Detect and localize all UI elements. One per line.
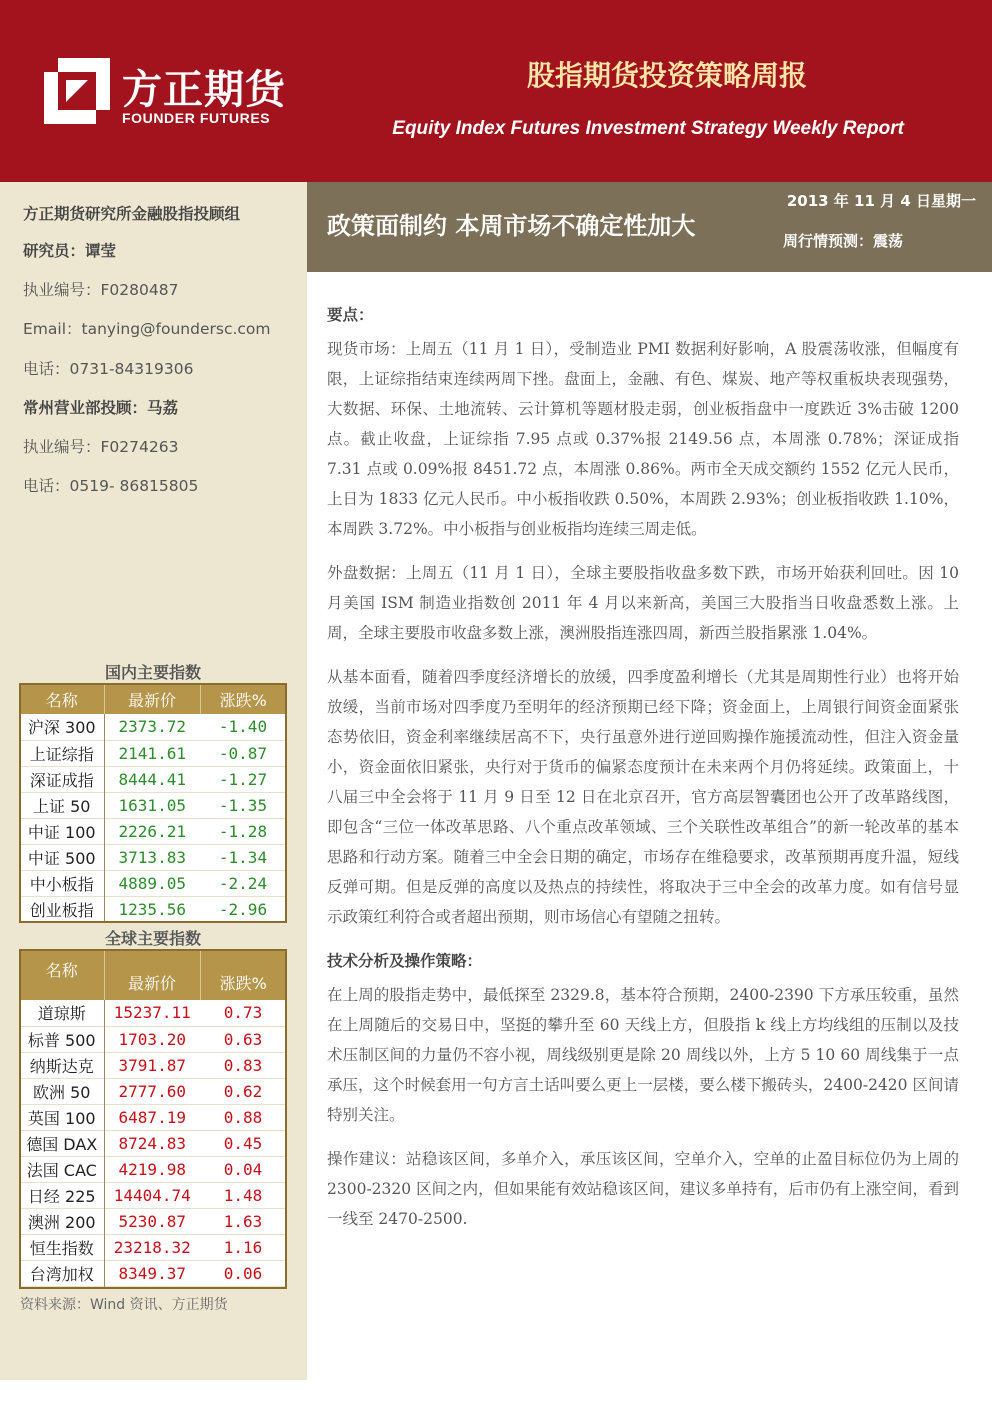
index-price: 2777.60 <box>104 1078 200 1104</box>
index-change: 0.06 <box>200 1260 286 1286</box>
analyst-name: 研究员：谭莹 <box>23 242 117 260</box>
index-change: -1.34 <box>200 844 286 870</box>
index-row <box>20 818 286 844</box>
forecast-label: 周行情预测： <box>783 232 874 250</box>
column-header-price: 最新价 <box>104 950 200 1000</box>
index-name: 标普 500 <box>20 1026 104 1052</box>
index-price: 15237.11 <box>104 1000 200 1026</box>
index-change: 0.45 <box>200 1130 286 1156</box>
advisor-name: 常州营业部投顾：马荔 <box>23 399 179 417</box>
index-price: 4889.05 <box>104 870 200 896</box>
index-price: 2226.21 <box>104 818 200 844</box>
trading-advice-paragraph: 操作建议：站稳该区间，多单介入，承压该区间，空单介入，空单的止盈目标位仍为上周的 2300-2320 区间之内，但如果能有效站稳该区间，建议多单持有，后市仍有上涨空间，看到一线至 2470-2500. <box>327 1150 959 1228</box>
index-row <box>20 870 286 896</box>
index-price: 4219.98 <box>104 1156 200 1182</box>
index-name: 英国 100 <box>20 1104 104 1130</box>
index-row <box>20 714 286 740</box>
index-row <box>20 1208 286 1234</box>
founder-logo-icon <box>44 58 110 124</box>
index-change: 0.63 <box>200 1026 286 1052</box>
analyst-cert-number: 执业编号：F0280487 <box>23 281 179 299</box>
index-name: 创业板指 <box>20 896 104 922</box>
column-header-change: 涨跌% <box>200 684 286 714</box>
index-name: 法国 CAC <box>20 1156 104 1182</box>
index-row <box>20 1156 286 1182</box>
index-row <box>20 1078 286 1104</box>
index-change: 1.48 <box>200 1182 286 1208</box>
advisor-cert-number: 执业编号：F0274263 <box>23 438 179 456</box>
sidebar <box>0 182 307 1380</box>
index-price: 8349.37 <box>104 1260 200 1286</box>
index-row <box>20 1026 286 1052</box>
index-price: 23218.32 <box>104 1234 200 1260</box>
overseas-market-paragraph: 外盘数据：上周五（11 月 1 日），全球主要股指收盘多数下跌，市场开始获利回吐。因 10 月美国 ISM 制造业指数创 2011 年 4 月以来新高，美国三大股指当日收盘悉数上涨。上周，全球主要股市收盘多数上涨，澳洲股指连涨四周，新西兰股指累涨 1.04%。 <box>327 564 959 642</box>
index-price: 8444.41 <box>104 766 200 792</box>
index-change: 1.63 <box>200 1208 286 1234</box>
data-source: 资料来源：Wind 资讯、方正期货 <box>20 1297 228 1313</box>
logo-text-cn: 方正期货 <box>122 67 286 113</box>
index-change: 0.73 <box>200 1000 286 1026</box>
index-change: -1.27 <box>200 766 286 792</box>
key-points-heading: 要点： <box>327 306 374 324</box>
headline: 政策面制约 本周市场不确定性加大 <box>327 212 696 240</box>
index-name: 日经 225 <box>20 1182 104 1208</box>
index-row <box>20 1182 286 1208</box>
analyst-email[interactable]: Email：tanying@foundersc.com <box>23 320 271 338</box>
index-row <box>20 1000 286 1026</box>
index-price: 1235.56 <box>104 896 200 922</box>
index-name: 中小板指 <box>20 870 104 896</box>
domestic-index-table <box>20 684 286 923</box>
index-change: -2.24 <box>200 870 286 896</box>
index-row <box>20 896 286 922</box>
index-change: -1.40 <box>200 714 286 740</box>
index-price: 8724.83 <box>104 1130 200 1156</box>
spot-market-paragraph: 现货市场：上周五（11 月 1 日），受制造业 PMI 数据利好影响，A 股震荡收涨，但幅度有限，上证综指结束连续两周下挫。盘面上，金融、有色、煤炭、地产等权重板块表现强势，大数据、环保、土地流转、云计算机等题材股走弱，创业板指盘中一度跌近 3%击破 1200 点。截止收盘，上证综指 7.95 点或 0.37%报 2149.56 点，本周涨 0.78%；深证成指 7.31 点或 0.09%报 8451.72 点，本周涨 0.86%。两市全天成交额约 1552 亿元人民币，上日为 1833 亿元人民币。中小板指收跌 0.50%，本周跌 2.93%；创业板指收跌 1.10%，本周跌 3.72%。中小板指与创业板指均连续三周走低。 <box>327 340 959 538</box>
index-name: 纳斯达克 <box>20 1052 104 1078</box>
index-price: 1703.20 <box>104 1026 200 1052</box>
global-index-title: 全球主要指数 <box>104 929 201 948</box>
headline-banner <box>307 182 992 272</box>
index-change: 0.04 <box>200 1156 286 1182</box>
technical-analysis-paragraph: 在上周的股指走势中，最低探至 2329.8，基本符合预期，2400-2390 下方承压较重，虽然在上周随后的交易日中，坚挺的攀升至 60 天线上方，但股指 k 线上方均线组的压制以及技术压制区间的力量仍不容小视，周线级别更是除 20 周线以外，上方 5 10 60 周线集于一点承压，这个时候套用一句方言土话叫要么更上一层楼，要么楼下搬砖头，2400-2420 区间请特别关注。 <box>327 986 959 1124</box>
index-name: 沪深 300 <box>20 714 104 740</box>
column-header-name: 名称 <box>20 950 104 1000</box>
index-name: 欧洲 50 <box>20 1078 104 1104</box>
domestic-index-title: 国内主要指数 <box>104 663 201 682</box>
logo-text-en: FOUNDER FUTURES <box>122 110 271 126</box>
report-title-en: Equity Index Futures Investment Strategy Weekly Report <box>392 118 904 139</box>
analyst-phone: 电话：0731-84319306 <box>23 360 194 378</box>
index-name: 上证综指 <box>20 740 104 766</box>
index-name: 德国 DAX <box>20 1130 104 1156</box>
report-date: 2013 年 11 月 4 日星期一 <box>786 192 976 210</box>
index-row <box>20 1260 286 1286</box>
index-change: 0.83 <box>200 1052 286 1078</box>
index-row <box>20 792 286 818</box>
index-change: -2.96 <box>200 896 286 922</box>
research-dept: 方正期货研究所金融股指投顾组 <box>23 205 241 223</box>
index-change: -1.28 <box>200 818 286 844</box>
index-name: 深证成指 <box>20 766 104 792</box>
index-name: 澳洲 200 <box>20 1208 104 1234</box>
technical-analysis-heading: 技术分析及操作策略： <box>327 952 483 970</box>
index-row <box>20 844 286 870</box>
forecast-value: 震荡 <box>873 232 904 250</box>
index-change: 0.62 <box>200 1078 286 1104</box>
index-price: 14404.74 <box>104 1182 200 1208</box>
index-name: 中证 100 <box>20 818 104 844</box>
index-row <box>20 1130 286 1156</box>
index-price: 2373.72 <box>104 714 200 740</box>
index-price: 6487.19 <box>104 1104 200 1130</box>
index-price: 5230.87 <box>104 1208 200 1234</box>
report-title-cn: 股指期货投资策略周报 <box>526 59 807 92</box>
index-change: -1.35 <box>200 792 286 818</box>
global-index-table <box>20 950 286 1287</box>
index-row <box>20 740 286 766</box>
weekly-forecast <box>783 230 903 251</box>
index-change: 0.88 <box>200 1104 286 1130</box>
index-row <box>20 766 286 792</box>
index-price: 1631.05 <box>104 792 200 818</box>
index-change: -0.87 <box>200 740 286 766</box>
advisor-phone: 电话：0519- 86815805 <box>23 477 199 495</box>
index-price: 2141.61 <box>104 740 200 766</box>
index-name: 中证 500 <box>20 844 104 870</box>
index-name: 上证 50 <box>20 792 104 818</box>
index-name: 恒生指数 <box>20 1234 104 1260</box>
report-body <box>327 300 959 1248</box>
index-row <box>20 1234 286 1260</box>
fundamentals-paragraph: 从基本面看，随着四季度经济增长的放缓，四季度盈利增长（尤其是周期性行业）也将开始放缓，当前市场对四季度乃至明年的经济预期已经下降；资金面上，上周银行间资金面紧张态势依旧，资金利率继续居高不下，央行虽意外进行逆回购操作施援流动性，但注入资金量小，资金面依旧紧张，央行对于货币的偏紧态度预计在未来两个月仍将延续。政策面上，十八届三中全会将于 11 月 9 日至 12 日在北京召开，官方高层智囊团也公开了改革路线图，即包含“三位一体改革思路、八个重点改革领域、三个关联性改革组合”的新一轮改革的基本思路和行动方案。随着三中全会日期的确定，市场存在维稳要求，改革预期再度升温，短线反弹可期。但是反弹的高度以及热点的持续性，将取决于三中全会的改革力度。如有信号显示政策红利符合或者超出预期，则市场信心有望随之扭转。 <box>327 668 959 926</box>
report-header <box>0 0 992 182</box>
index-price: 3713.83 <box>104 844 200 870</box>
index-row <box>20 1104 286 1130</box>
index-change: 1.16 <box>200 1234 286 1260</box>
index-name: 道琼斯 <box>20 1000 104 1026</box>
column-header-name: 名称 <box>20 684 104 714</box>
column-header-price: 最新价 <box>104 684 200 714</box>
index-name: 台湾加权 <box>20 1260 104 1286</box>
column-header-change: 涨跌% <box>200 950 286 1000</box>
index-price: 3791.87 <box>104 1052 200 1078</box>
index-row <box>20 1052 286 1078</box>
